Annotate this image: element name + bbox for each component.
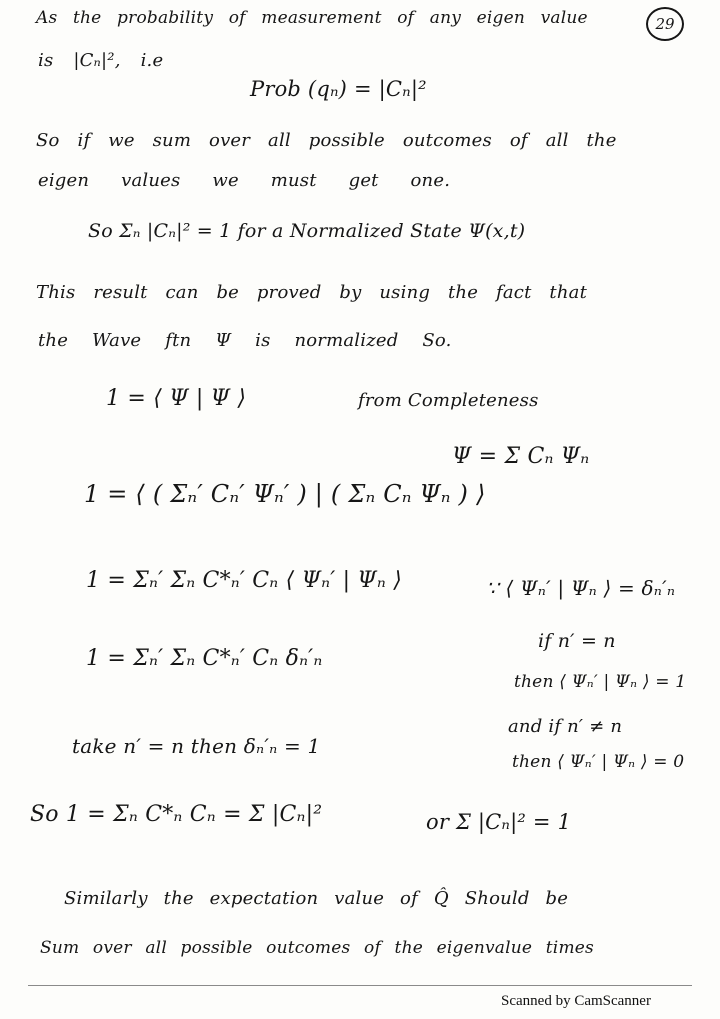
equation-inner-product-one: then ⟨ Ψₙ′ | Ψₙ ⟩ = 1 [514, 672, 687, 692]
equation-sum-coefficients: So 1 = Σₙ C*ₙ Cₙ = Σ |Cₙ|² [30, 802, 323, 827]
line-expectation-value: Similarly the expectation value of Q̂ Should be [64, 888, 569, 909]
line-sum-eigenvalue-times: Sum over all possible outcomes of the eigenvalue times [40, 938, 594, 958]
condition-n-equal: if n′ = n [538, 630, 616, 652]
scanner-watermark: Scanned by CamScanner [501, 993, 651, 1009]
equation-expanded-inner-product: 1 = ⟨ ( Σₙ′ Cₙ′ Ψₙ′ ) | ( Σₙ Cₙ Ψₙ ) ⟩ [84, 480, 486, 508]
equation-inner-product-zero: then ⟨ Ψₙ′ | Ψₙ ⟩ = 0 [512, 752, 685, 772]
line-wave-function-normalized: the Wave ftn Ψ is normalized So. [38, 330, 452, 351]
equation-orthonormality: ∵ ⟨ Ψₙ′ | Ψₙ ⟩ = δₙ′ₙ [486, 576, 676, 600]
equation-prob-qn: Prob (qₙ) = |Cₙ|² [250, 77, 427, 101]
line-sum-over-outcomes: So if we sum over all possible outcomes of all the [36, 130, 617, 151]
condition-n-not-equal: and if n′ ≠ n [508, 716, 623, 737]
equation-inner-product: 1 = ⟨ Ψ | Ψ ⟩ [106, 386, 247, 411]
label-from-completeness: from Completeness [358, 390, 539, 411]
line-result-proved: This result can be proved by using the fact that [36, 282, 588, 303]
line-must-get-one: eigen values we must get one. [38, 170, 451, 191]
line-take-n-equal: take n′ = n then δₙ′ₙ = 1 [72, 734, 321, 758]
equation-sum-equals-one: or Σ |Cₙ|² = 1 [426, 810, 572, 834]
equation-completeness-expansion: Ψ = Σ Cₙ Ψₙ [452, 444, 590, 469]
line-prob-coefficient: is |Cₙ|², i.e [38, 50, 164, 71]
equation-double-sum-delta: 1 = Σₙ′ Σₙ C*ₙ′ Cₙ δₙ′ₙ [86, 646, 323, 671]
line-probability-intro: As the probability of measurement of any eigen value [36, 8, 588, 28]
page-number: 29 [646, 7, 684, 41]
equation-normalization-sum: So Σₙ |Cₙ|² = 1 for a Normalized State Ψ(x,t) [88, 220, 526, 242]
bottom-rule [28, 985, 692, 986]
equation-double-sum: 1 = Σₙ′ Σₙ C*ₙ′ Cₙ ⟨ Ψₙ′ | Ψₙ ⟩ [86, 568, 402, 593]
